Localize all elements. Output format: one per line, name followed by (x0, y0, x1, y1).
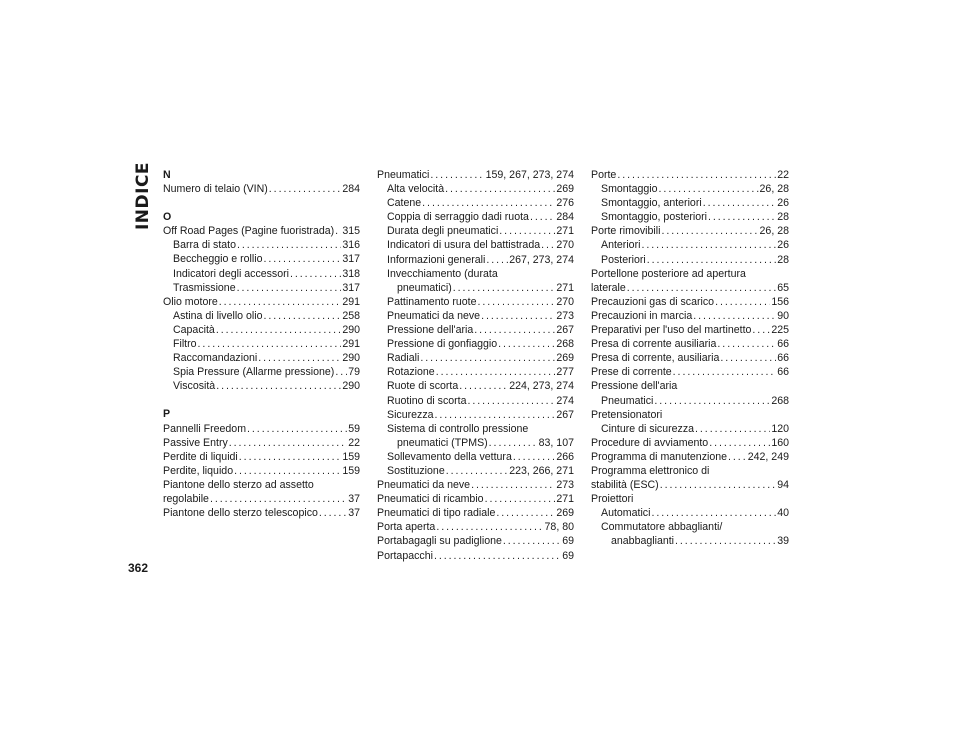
index-subentry-line: Invecchiamento (durata (387, 267, 498, 280)
index-subentry-line: Sistema di controllo pressione (387, 422, 529, 435)
index-entry: Pneumatici di ricambio . . . 271 (377, 492, 574, 506)
index-subentry: Posteriori . . . 28 (591, 253, 789, 267)
index-subentry: Catene . . . 276 (377, 196, 574, 210)
index-subentry: Ruote di scorta . . . 224, 273, 274 (377, 379, 574, 393)
index-entry: Portapacchi . . . 69 (377, 549, 574, 563)
index-entry: Portabagagli su padiglione . . . 69 (377, 534, 574, 548)
index-entry: Pannelli Freedom . . . 59 (163, 422, 360, 436)
index-entry: Pneumatici da neve . . . 273 (377, 478, 574, 492)
index-subentry: Astina di livello olio . . . 258 (163, 309, 360, 323)
index-subentry: Pneumatici da neve . . . 273 (377, 309, 574, 323)
index-subentry: Barra di stato . . . 316 (163, 238, 360, 252)
index-subentry: Trasmissione . . . 317 (163, 281, 360, 295)
index-entry: Precauzioni in marcia . . . 90 (591, 309, 789, 323)
index-entry: Off Road Pages (Pagine fuoristrada) . . . 315 (163, 224, 360, 238)
index-subentry: Capacità . . . 290 (163, 323, 360, 337)
index-entry: laterale . . . 65 (591, 281, 789, 295)
page-number: 362 (128, 561, 149, 575)
index-subentry: Pressione dell'aria . . . 267 (377, 323, 574, 337)
index-subentry: anabbaglianti . . . 39 (591, 534, 789, 548)
index-subentry: Cinture di sicurezza . . . 120 (591, 422, 789, 436)
index-subentry: Informazioni generali . . . 267, 273, 274 (377, 253, 574, 267)
index-subentry: Indicatori di usura del battistrada . . . 270 (377, 238, 574, 252)
index-entry: regolabile . . . 37 (163, 492, 360, 506)
index-letter-heading: O (163, 211, 172, 224)
index-subentry: Rotazione . . . 277 (377, 365, 574, 379)
index-subentry: Viscosità . . . 290 (163, 379, 360, 393)
index-entry: Pneumatici . . . 159, 267, 273, 274 (377, 168, 574, 182)
index-subentry: Radiali . . . 269 (377, 351, 574, 365)
index-subentry: Anteriori . . . 26 (591, 238, 789, 252)
index-subentry: Pressione di gonfiaggio . . . 268 (377, 337, 574, 351)
section-title-text: INDICE (133, 161, 153, 231)
index-entry: stabilità (ESC) . . . 94 (591, 478, 789, 492)
index-letter-heading: P (163, 408, 171, 421)
index-entry: Pneumatici di tipo radiale . . . 269 (377, 506, 574, 520)
index-entry: Passive Entry . . . 22 (163, 436, 360, 450)
index-entry: Porte rimovibili . . . 26, 28 (591, 224, 789, 238)
index-entry-line: Proiettori (591, 493, 634, 506)
index-subentry: Beccheggio e rollio . . . 317 (163, 252, 360, 266)
index-entry: Perdite di liquidi . . . 159 (163, 450, 360, 464)
section-title-vertical (128, 161, 158, 231)
index-subentry: Raccomandazioni . . . 290 (163, 351, 360, 365)
index-letter-heading: N (163, 169, 171, 181)
index-entry: Piantone dello sterzo telescopico . . . 37 (163, 506, 360, 520)
index-entry-line: Piantone dello sterzo ad assetto (163, 478, 314, 491)
index-subentry: pneumatici) . . . 271 (377, 281, 574, 295)
index-subentry: Smontaggio . . . 26, 28 (591, 182, 789, 196)
index-subentry: pneumatici (TPMS) . . . 83, 107 (377, 436, 574, 450)
index-entry: Programma di manutenzione . . . 242, 249 (591, 450, 789, 464)
index-entry: Numero di telaio (VIN) . . . 284 (163, 182, 360, 196)
index-subentry: Filtro . . . 291 (163, 337, 360, 351)
index-entry: Presa di corrente, ausiliaria . . . 66 (591, 351, 789, 365)
index-subentry: Alta velocità . . . 269 (377, 182, 574, 196)
index-entry: Porte . . . 22 (591, 168, 789, 182)
index-entry: Presa di corrente ausiliaria . . . 66 (591, 337, 789, 351)
index-entry-line: Programma elettronico di (591, 464, 710, 477)
index-subentry: Pneumatici . . . 268 (591, 394, 789, 408)
index-entry: Olio motore . . . 291 (163, 295, 360, 309)
index-subentry: Durata degli pneumatici . . . 271 (377, 224, 574, 238)
index-subentry: Pattinamento ruote . . . 270 (377, 295, 574, 309)
index-subentry: Sicurezza . . . 267 (377, 408, 574, 422)
index-subentry: Sollevamento della vettura . . . 266 (377, 450, 574, 464)
index-column-2 (377, 168, 574, 563)
index-subentry: Automatici . . . 40 (591, 506, 789, 520)
index-entry: Porta aperta . . . 78, 80 (377, 520, 574, 534)
index-subentry: Indicatori degli accessori . . . 318 (163, 267, 360, 281)
index-subentry: Ruotino di scorta . . . 274 (377, 394, 574, 408)
index-entry-line: Pretensionatori (591, 408, 663, 421)
index-column-3 (591, 168, 789, 549)
index-subentry: Sostituzione . . . 223, 266, 271 (377, 464, 574, 478)
index-entry: Precauzioni gas di scarico . . . 156 (591, 295, 789, 309)
index-entry-line: Pressione dell'aria (591, 380, 678, 393)
index-subentry: Coppia di serraggio dadi ruota . . . 284 (377, 210, 574, 224)
index-entry: Procedure di avviamento . . . 160 (591, 436, 789, 450)
index-subentry: Smontaggio, posteriori . . . 28 (591, 210, 789, 224)
index-subentry: Smontaggio, anteriori . . . 26 (591, 196, 789, 210)
index-subentry-line: Commutatore abbaglianti/ (601, 521, 723, 534)
index-entry: Perdite, liquido . . . 159 (163, 464, 360, 478)
index-entry-line: Portellone posteriore ad apertura (591, 267, 746, 280)
index-entry: Prese di corrente . . . 66 (591, 365, 789, 379)
index-subentry: Spia Pressure (Allarme pressione) . . . 79 (163, 365, 360, 379)
index-entry: Preparativi per l'uso del martinetto . . . 225 (591, 323, 789, 337)
index-column-1 (163, 168, 360, 520)
